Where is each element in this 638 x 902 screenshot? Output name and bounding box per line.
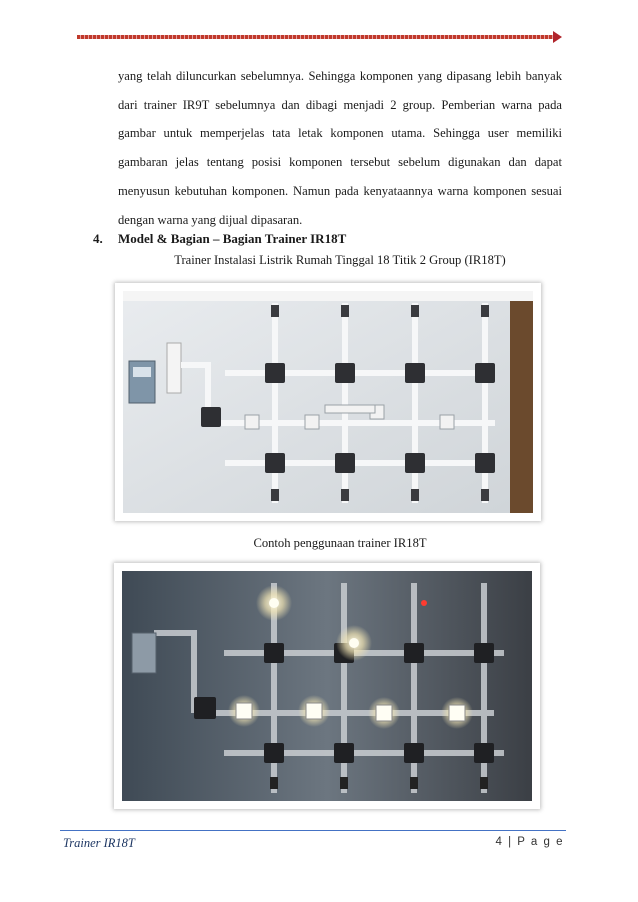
section-number: 4.: [93, 231, 103, 246]
paragraph-line: yang telah diluncurkan sebelumnya. Sehingga komponen yang dipasang lebih banyak: [118, 69, 562, 83]
trainer-board-photo: [115, 283, 541, 521]
trainer-board-illustration: [115, 283, 541, 521]
paragraph-line: dari trainer IR9T sebelumnya dan dibagi menjadi 2 group. Pemberian warna pada: [118, 97, 562, 112]
section-heading: [93, 231, 346, 247]
paragraph-line: dengan warna yang dijual dipasaran.: [118, 212, 303, 227]
arrow-right-icon: [553, 31, 562, 43]
paragraph-line: menyusun kebutuhan komponen. Namun pada kenyataannya warna komponen sesuai: [118, 183, 562, 198]
figure-subtitle: Trainer Instalasi Listrik Rumah Tinggal 18 Titik 2 Group (IR18T): [174, 253, 506, 267]
header-decorative-rule: [77, 35, 555, 39]
figure-caption: Contoh penggunaan trainer IR18T: [253, 536, 427, 550]
paragraph-line: gambaran jelas tentang posisi komponen tersebut sebelum digunakan dan dapat: [118, 155, 562, 170]
page-number: 4 | P a g e: [495, 836, 564, 848]
footer-title: Trainer IR18T: [63, 836, 135, 850]
paragraph-line: gambar untuk memperjelas tata letak komponen utama. Sehingga user memiliki: [118, 126, 562, 141]
body-paragraph: [118, 62, 562, 234]
trainer-usage-illustration: [114, 563, 540, 809]
section-title: Model & Bagian – Bagian Trainer IR18T: [118, 231, 347, 246]
trainer-usage-photo: [114, 563, 540, 809]
footer-rule: [60, 830, 566, 831]
